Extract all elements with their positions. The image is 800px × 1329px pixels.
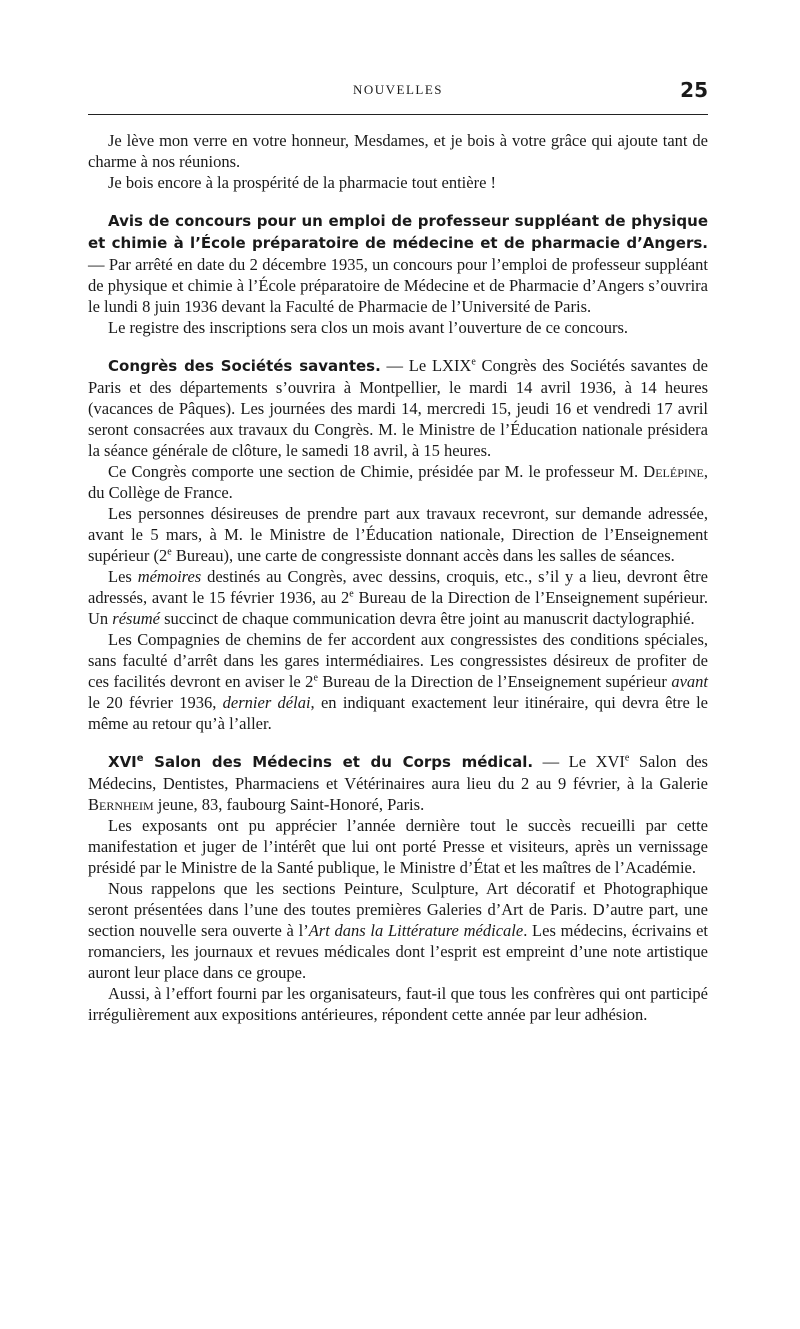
salon-section [88, 751, 708, 1025]
paragraph: Les mémoires destinés au Congrès, avec dessins, croquis, etc., s’il y a lieu, devront être adressés, avant le 15 février 1936, au 2e Bureau de la Direction de l’Enseignement supérieur. Un résumé succinct de chaque communication devra être joint au manuscrit dactylographié. [88, 567, 709, 628]
person-name: Delépine [643, 462, 704, 481]
congres-section [88, 355, 708, 734]
paragraph: Les personnes désireuses de prendre part aux travaux recevront, sur demande adressée, avant le 5 mars, à M. le Ministre de l’Éducation nationale, Direction de l’Enseignement supérieur (2e Bureau), une carte de congressiste donnant accès dans les salles de séances. [88, 504, 708, 565]
paragraph: Le registre des inscriptions sera clos un mois avant l’ouverture de ce concours. [108, 318, 629, 337]
concours-section [88, 210, 708, 338]
paragraph: Congrès des Sociétés savantes. — Le LXIXe Congrès des Sociétés savantes de Paris et des départements s’ouvrira à Montpellier, le mardi 14 avril 1936, à 14 heures (vacances de Pâques). Les journées des mardi 14, mercredi 15, jeudi 16 et vendredi 17 avril seront consacrées aux travaux du Congrès. M. le Ministre de l’Éducation nationale présidera la séance générale de clôture, le samedi 18 avril, à 15 heures. [88, 356, 709, 460]
section-heading: XVIe Salon des Médecins et du Corps médical. [108, 753, 534, 771]
running-title: NOUVELLES [352, 82, 444, 97]
paragraph: Avis de concours pour un emploi de professeur suppléant de physique et chimie à l’École préparatoire de médecine et de pharmacie d’Angers. — Par arrêté en date du 2 décembre 1935, un concours pour l’emploi de professeur suppléant de physique et chimie à l’École préparatoire de Médecine et de Pharmacie d’Angers s’ouvrira le lundi 8 juin 1936 devant la Faculté de Pharmacie de l’Université de Paris. [88, 212, 708, 316]
paragraph: Les exposants ont pu apprécier l’année dernière tout le succès recueilli par cette manifestation et juger de l’intérêt que lui ont porté Presse et visiteurs, après un vernissage présidé par le Ministre de la Santé publique, le Ministre d’État et les maîtres de l’Académie. [88, 816, 708, 877]
article-body [88, 130, 708, 1025]
paragraph: Je bois encore à la prospérité de la pharmacie tout entière ! [108, 173, 497, 192]
paragraph: Ce Congrès comporte une section de Chimie, présidée par M. le professeur M. Delépine, du Collège de France. [88, 462, 708, 502]
header-rule [88, 114, 708, 115]
paragraph: Je lève mon verre en votre honneur, Mesdames, et je bois à votre grâce qui ajoute tant de charme à nos réunions. [88, 131, 708, 171]
paragraph: Les Compagnies de chemins de fer accordent aux congressistes des conditions spéciales, sans faculté d’arrêt dans les gares intermédiaires. Les congressistes désireux de profiter de ces facilités devront en aviser le 2e Bureau de la Direction de l’Enseignement supérieur avant le 20 février 1936, dernier délai, en indiquant exactement leur itinéraire, qui devra être le même au retour qu’à l’aller. [88, 630, 708, 733]
paragraph: Nous rappelons que les sections Peinture, Sculpture, Art décoratif et Photographique seront présentées dans l’une des toutes premières Galeries d’Art de Paris. D’autre part, une section nouvelle sera ouverte à l’Art dans la Littérature médicale. Les médecins, écrivains et romanciers, les journaux et revues médicales dont l’esprit est empreint d’une note artistique auront leur place dans ce groupe. [88, 879, 708, 982]
section-heading: Congrès des Sociétés savantes. [108, 357, 381, 375]
section-heading: Avis de concours pour un emploi de professeur suppléant de physique et chimie à l’École préparatoire de médecine et de pharmacie d’Angers. [88, 212, 708, 252]
page-header [88, 78, 708, 106]
intro-section [88, 130, 708, 193]
page-number: 25 [680, 78, 708, 102]
gallery-name: Bernheim [88, 795, 154, 814]
paragraph: Aussi, à l’effort fourni par les organisateurs, faut-il que tous les confrères qui ont participé irrégulièrement aux expositions antérieures, répondent cette année par leur adhésion. [88, 984, 708, 1024]
paragraph: XVIe Salon des Médecins et du Corps médical. — Le XVIe Salon des Médecins, Dentistes, Pharmaciens et Vétérinaires aura lieu du 2 au 9 février, à la Galerie Bernheim jeune, 83, faubourg Saint-Honoré, Paris. [88, 752, 708, 814]
